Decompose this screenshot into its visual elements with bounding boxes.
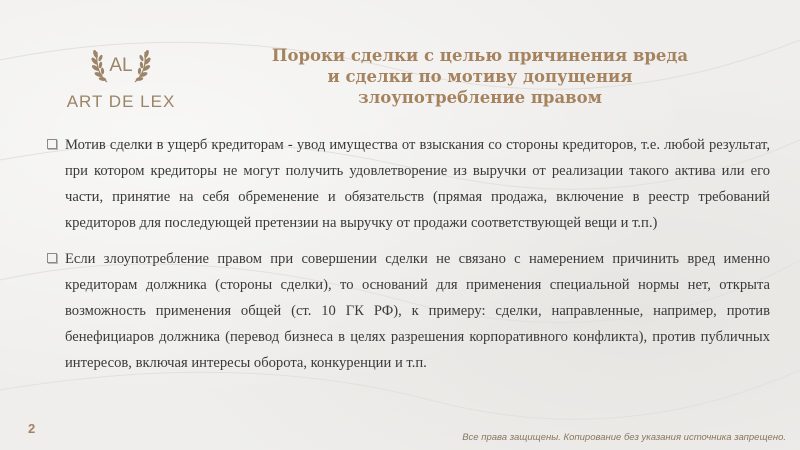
bullet-text: Мотив сделки в ущерб кредиторам - увод имущества от взыскания со стороны кредиторов, т.е. любой результат, при котором кредиторы не могут получить удовлетворение из выручки от реализации такого актива или его части, принятие на себя обременение и обязательств (прямая продажа, включение в реестр требований кредиторов для последующей претензии на выручку от продажи соответствующей вещи и т.п.)	[65, 137, 770, 231]
laurel-monogram-icon	[87, 38, 155, 86]
slide-title-line: и сделки по мотиву допущения	[327, 67, 633, 86]
square-bullet-icon	[47, 139, 57, 149]
logo-monogram: AL	[109, 55, 133, 76]
company-logo	[62, 38, 180, 116]
bullet-item	[45, 246, 770, 376]
square-bullet-icon	[47, 253, 57, 263]
logo-brand-name: ART DE LEX	[66, 92, 176, 111]
slide-title-line: Пороки сделки с целью причинения вреда	[271, 46, 689, 65]
bullet-text: Если злоупотребление правом при совершении сделки не связано с намерением причинить вред именно кредиторам должника (стороны сделки), то оснований для применения специальной нормы нет, открыта возможность применения общей (ст. 10 ГК РФ), к примеру: сделки, направленные, например, против бенефициаров должника (перевод бизнеса в целях разрешения корпоративного конфликта), против публичных интересов, включая интересы оборота, конкуренции и т.п.	[65, 251, 770, 371]
slide-title-line: злоупотребление правом	[358, 88, 602, 107]
bullet-item	[45, 132, 770, 236]
copyright-note: Все права защищены. Копирование без указания источника запрещено.	[462, 432, 786, 443]
slide-title	[230, 45, 730, 108]
page-number: 2	[28, 421, 36, 436]
bullet-list	[45, 132, 770, 386]
